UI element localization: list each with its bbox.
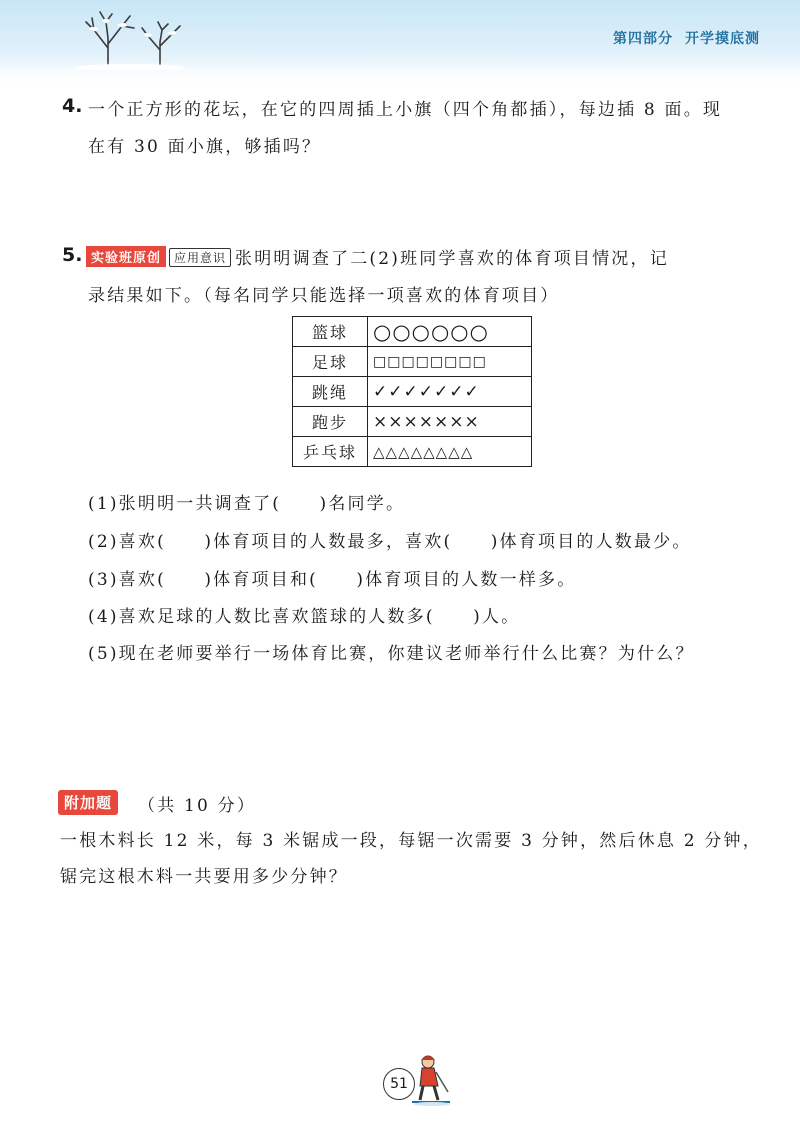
row-marks-table-tennis: △△△△△△△△	[368, 437, 532, 467]
sub-question-1: (1)张明明一共调查了( )名同学。	[88, 494, 406, 514]
row-label-table-tennis: 乒乓球	[293, 437, 368, 467]
snow-bank	[0, 60, 800, 90]
question-4-line-2: 在有 30 面小旗，够插吗？	[88, 137, 322, 157]
sports-survey-table	[292, 316, 532, 467]
row-marks-basketball: ○○○○○○	[368, 317, 532, 347]
sub-question-3: (3)喜欢( )体育项目和( )体育项目的人数一样多。	[88, 570, 577, 590]
bonus-question-badge: 附加题	[58, 790, 118, 815]
section-title: 第四部分	[613, 31, 673, 47]
row-marks-running: ×××××××	[368, 407, 532, 437]
page-header	[0, 0, 800, 90]
table-row	[293, 437, 532, 467]
question-5-number: 5.	[62, 244, 83, 266]
application-awareness-badge: 应用意识	[169, 248, 231, 267]
table-row	[293, 407, 532, 437]
question-5-text-1: 张明明调查了二(2)班同学喜欢的体育项目情况，记	[235, 249, 669, 269]
row-label-basketball: 篮球	[293, 317, 368, 347]
row-marks-jump-rope: ✓✓✓✓✓✓✓	[368, 377, 532, 407]
bonus-line-2: 锯完这根木料一共要用多少分钟？	[60, 867, 348, 887]
page-number: 51	[383, 1068, 415, 1100]
subsection-title: 开学摸底测	[685, 31, 760, 47]
row-marks-football: □□□□□□□□	[368, 347, 532, 377]
row-label-running: 跑步	[293, 407, 368, 437]
skier-icon	[410, 1052, 454, 1108]
table-row	[293, 347, 532, 377]
question-5-line-1	[86, 244, 669, 269]
table-row	[293, 317, 532, 347]
original-question-badge: 实验班原创	[86, 246, 166, 267]
sub-question-2: (2)喜欢( )体育项目的人数最多，喜欢( )体育项目的人数最少。	[88, 532, 692, 552]
section-label	[613, 28, 760, 48]
question-5-line-2: 录结果如下。（每名同学只能选择一项喜欢的体育项目）	[88, 286, 560, 306]
bonus-score: （共 10 分）	[138, 796, 257, 816]
table-row	[293, 377, 532, 407]
question-4-number: 4.	[62, 95, 83, 117]
bonus-line-1: 一根木料长 12 米，每 3 米锯成一段，每锯一次需要 3 分钟，然后休息 2 分钟，	[60, 831, 762, 851]
row-label-jump-rope: 跳绳	[293, 377, 368, 407]
question-4-line-1: 一个正方形的花坛，在它的四周插上小旗（四个角都插），每边插 8 面。现	[88, 100, 723, 120]
row-label-football: 足球	[293, 347, 368, 377]
sub-question-4: (4)喜欢足球的人数比喜欢篮球的人数多( )人。	[88, 607, 521, 627]
sub-question-5: (5)现在老师要举行一场体育比赛，你建议老师举行什么比赛？为什么？	[88, 644, 695, 664]
